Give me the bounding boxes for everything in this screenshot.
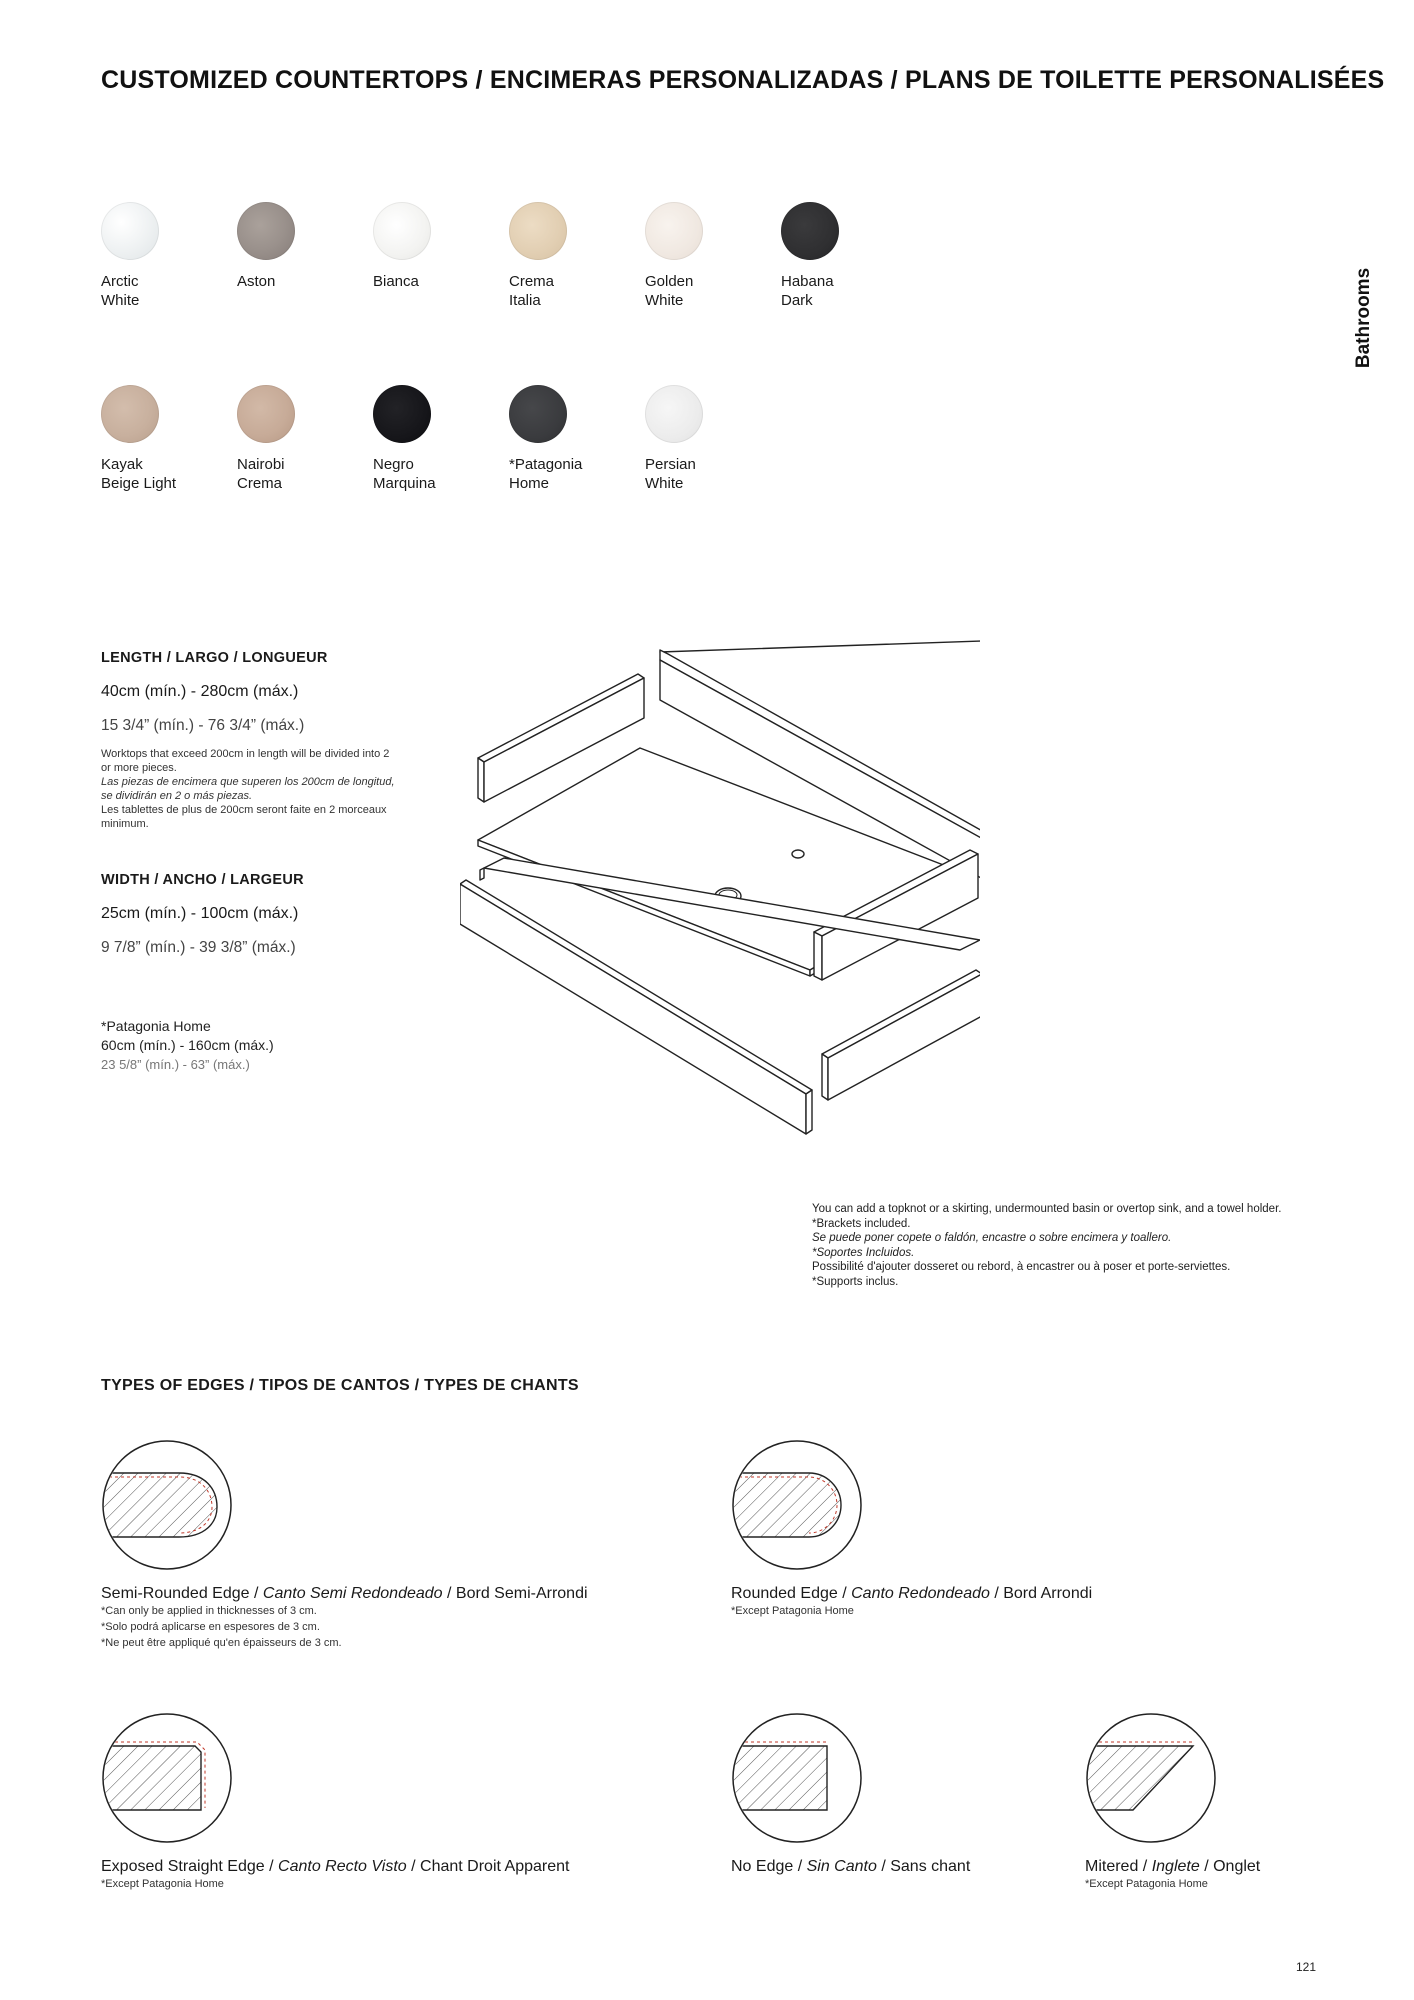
exposed-straight-edge-icon — [101, 1712, 233, 1844]
no-edge-label: No Edge / Sin Canto / Sans chant — [731, 1858, 971, 1875]
swatch-name: *Patagonia — [509, 456, 583, 473]
swatch-crema-italia — [509, 202, 629, 310]
accessory-en-note: *Brackets included. — [812, 1217, 911, 1230]
swatch-name: Nairobi — [237, 456, 285, 473]
swatch-name: Persian — [645, 456, 696, 473]
rounded-edge-icon — [731, 1439, 863, 1571]
exposed-straight-note: *Except Patagonia Home — [101, 1878, 224, 1890]
length-spec — [101, 650, 401, 831]
swatch-name-line2: White — [645, 292, 684, 309]
marble-bianca-swatch-icon — [373, 202, 431, 260]
habana-dark-swatch-icon — [781, 202, 839, 260]
edges-heading: TYPES OF EDGES / TIPOS DE CANTOS / TYPES DE CHANTS — [101, 1377, 579, 1394]
accessory-fr: Possibilité d'ajouter dosseret ou rebord, à encastrer ou à poser et porte-serviettes. — [812, 1261, 1231, 1273]
side-skirting — [822, 970, 980, 1100]
semi-rounded-note-es: *Solo podrá aplicarse en espesores de 3 cm. — [101, 1621, 320, 1633]
swatch-name: Crema — [509, 273, 555, 290]
edge-rounded — [731, 1439, 1092, 1619]
swatch-aston — [237, 202, 357, 291]
nairobi-crema-swatch-icon — [237, 385, 295, 443]
swatch-bianca — [373, 202, 493, 291]
swatch-negro-marquina — [373, 385, 493, 493]
length-note-en: Worktops that exceed 200cm in length will be divided into 2 or more pieces. — [101, 748, 390, 774]
swatch-name: Bianca — [373, 273, 419, 290]
length-metric: 40cm (mín.) - 280cm (máx.) — [101, 683, 299, 700]
stone-grey-swatch-icon — [237, 202, 295, 260]
mitered-label: Mitered / Inglete / Onglet — [1085, 1858, 1261, 1875]
swatch-kayak-beige-light — [101, 385, 221, 493]
accessory-notes — [812, 1202, 1332, 1289]
accessory-es: Se puede poner copete o faldón, encastre o sobre encimera y toallero. — [812, 1232, 1172, 1244]
persian-white-swatch-icon — [645, 385, 703, 443]
swatch-name-line2: Home — [509, 475, 550, 492]
swatch-name-line2: Dark — [781, 292, 813, 309]
edge-exposed-straight — [101, 1712, 569, 1892]
rounded-note: *Except Patagonia Home — [731, 1605, 854, 1617]
width-heading: WIDTH / ANCHO / LARGEUR — [101, 872, 304, 888]
page-title: CUSTOMIZED COUNTERTOPS / ENCIMERAS PERSONALIZADAS / PLANS DE TOILETTE PERSONALISÉES — [101, 66, 1385, 94]
swatch-name-line2: White — [645, 475, 684, 492]
length-heading: LENGTH / LARGO / LONGUEUR — [101, 650, 328, 666]
swatch-name: Kayak — [101, 456, 143, 473]
patagonia-dimensions — [101, 1017, 274, 1074]
length-notes — [101, 747, 401, 831]
kayak-beige-swatch-icon — [101, 385, 159, 443]
swatch-name-line2: Marquina — [373, 475, 436, 492]
accessory-es-note: *Soportes Incluidos. — [812, 1246, 915, 1259]
exposed-straight-label: Exposed Straight Edge / Canto Recto Visto / Chant Droit Apparent — [101, 1858, 570, 1875]
semi-rounded-edge-icon — [101, 1439, 233, 1571]
section-tab-label: Bathrooms — [1353, 267, 1374, 369]
swatch-name: Negro — [373, 456, 414, 473]
no-edge-icon — [731, 1712, 863, 1844]
mitered-edge-icon — [1085, 1712, 1217, 1844]
swatch-persian-white — [645, 385, 765, 493]
length-imperial: 15 3/4” (mín.) - 76 3/4” (máx.) — [101, 717, 305, 734]
mitered-note: *Except Patagonia Home — [1085, 1878, 1208, 1890]
edge-semi-rounded — [101, 1439, 588, 1651]
rounded-label: Rounded Edge / Canto Redondeado / Bord Arrondi — [731, 1585, 1093, 1602]
swatch-habana-dark — [781, 202, 901, 310]
width-metric: 25cm (mín.) - 100cm (máx.) — [101, 905, 299, 922]
length-note-fr: Les tablettes de plus de 200cm seront faite en 2 morceaux minimum. — [101, 804, 387, 830]
swatch-name: Golden — [645, 273, 694, 290]
patagonia-imperial: 23 5/8” (mín.) - 63” (máx.) — [101, 1057, 250, 1072]
edge-mitered — [1085, 1712, 1260, 1892]
countertop-exploded-diagram — [460, 640, 980, 1150]
swatch-name: Aston — [237, 273, 276, 290]
page-number: 121 — [1296, 1960, 1317, 1974]
patagonia-name: *Patagonia Home — [101, 1018, 211, 1034]
swatch-patagonia-home — [509, 385, 629, 493]
accessory-en: You can add a topknot or a skirting, undermounted basin or overtop sink, and a towel holder. — [812, 1203, 1282, 1215]
semi-rounded-label: Semi-Rounded Edge / Canto Semi Redondeado / Bord Semi-Arrondi — [101, 1585, 588, 1602]
tap-hole-icon — [792, 850, 804, 858]
swatch-name-line2: Crema — [237, 475, 283, 492]
width-spec — [101, 872, 401, 957]
semi-rounded-note-en: *Can only be applied in thicknesses of 3 cm. — [101, 1605, 317, 1617]
edge-none — [731, 1712, 970, 1876]
swatch-nairobi-crema — [237, 385, 357, 493]
width-imperial: 9 7/8” (mín.) - 39 3/8” (máx.) — [101, 939, 296, 956]
swatch-name-line2: White — [101, 292, 140, 309]
semi-rounded-note-fr: *Ne peut être appliqué qu'en épaisseurs de 3 cm. — [101, 1637, 342, 1649]
length-note-es: Las piezas de encimera que superen los 200cm de longitud, se dividirán en 2 o más piezas. — [101, 776, 395, 802]
negro-marquina-swatch-icon — [373, 385, 431, 443]
accessory-fr-note: *Supports inclus. — [812, 1275, 899, 1288]
swatch-name: Arctic — [101, 273, 139, 290]
swatch-name: Habana — [781, 273, 834, 290]
swatch-arctic-white — [101, 202, 221, 310]
swatch-name-line2: Italia — [509, 292, 541, 309]
patagonia-metric: 60cm (mín.) - 160cm (máx.) — [101, 1037, 274, 1053]
crema-swatch-icon — [509, 202, 567, 260]
patagonia-home-swatch-icon — [509, 385, 567, 443]
marble-white-swatch-icon — [101, 202, 159, 260]
swatch-golden-white — [645, 202, 765, 310]
swatch-name-line2: Beige Light — [101, 475, 177, 492]
golden-white-swatch-icon — [645, 202, 703, 260]
